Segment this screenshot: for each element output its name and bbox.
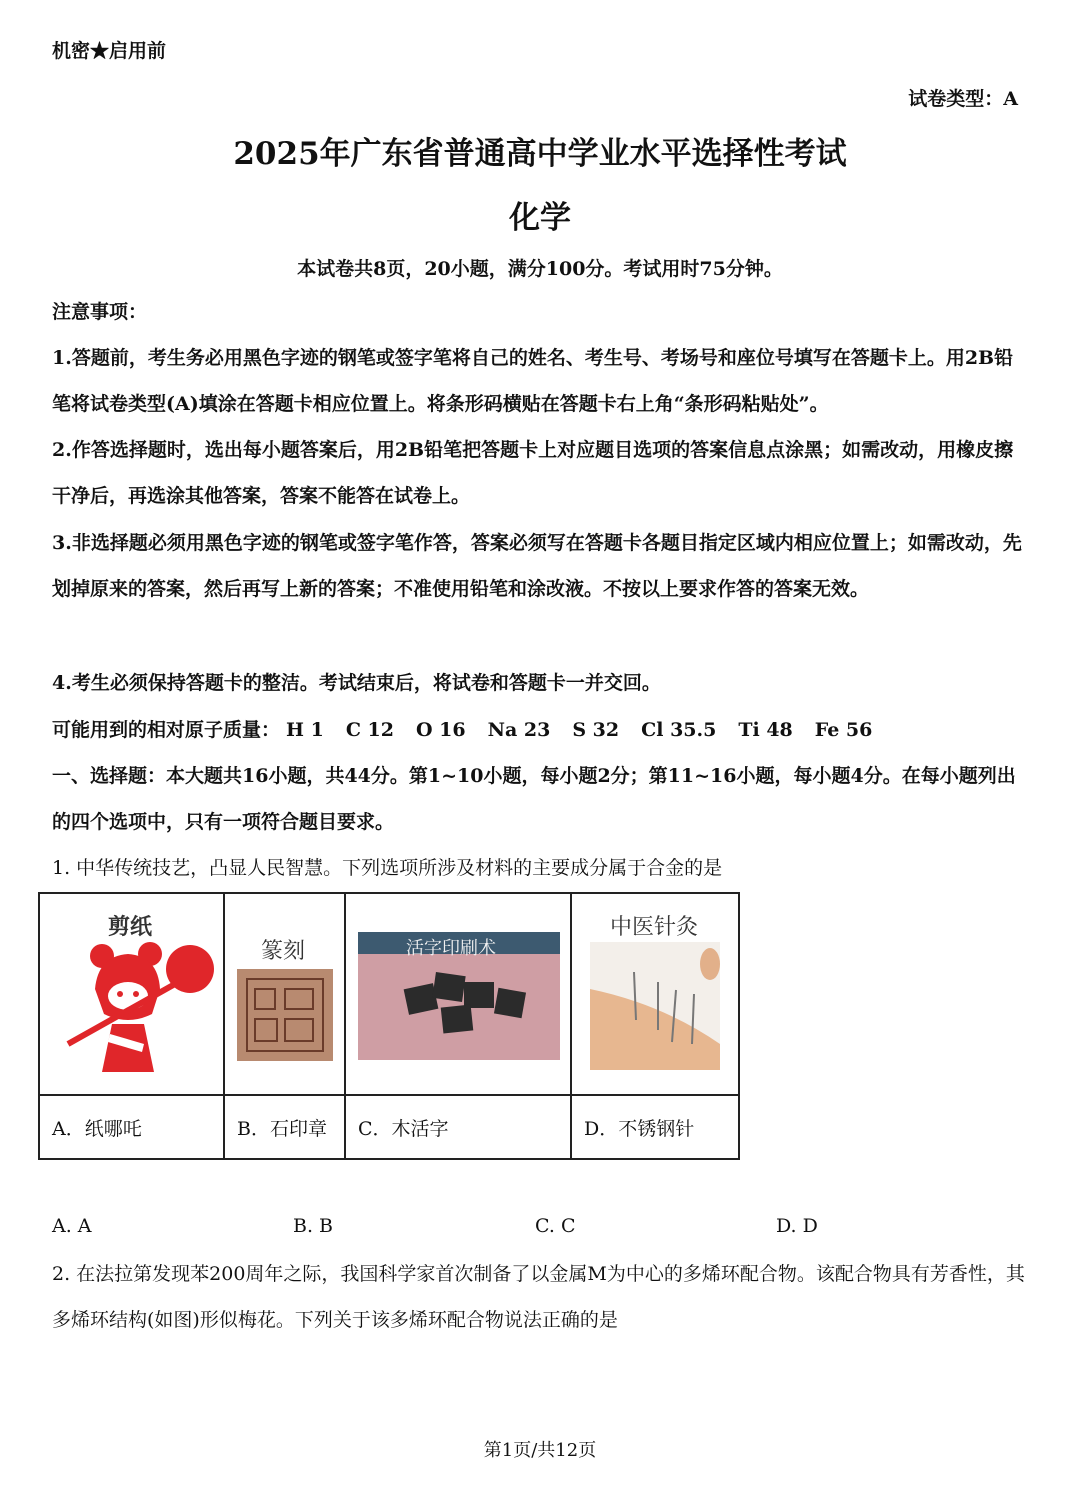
image-caption: 剪纸 (108, 914, 153, 940)
paper-type: 试卷类型：A (908, 88, 1018, 110)
option-a-label: A．纸哪吒 (39, 1095, 224, 1159)
mass-cl: Cl 35.5 (641, 719, 717, 741)
note-2: 2.作答选择题时，选出每小题答案后，用2B铅笔把答题卡上对应题目选项的答案信息点涂黑；如需改动，用橡皮擦干净后，再选涂其他答案，答案不能答在试卷上。 (52, 439, 1014, 507)
choice-d: D. D (776, 1215, 818, 1237)
movable-type-image (346, 894, 570, 1094)
confidential-label: 机密★启用前 (52, 40, 167, 62)
mass-na: Na 23 (487, 719, 551, 741)
exam-info: 本试卷共8页，20小题，满分100分。考试用时75分钟。 (297, 258, 783, 280)
acupuncture-image (572, 894, 738, 1094)
image-caption: 篆刻 (261, 939, 306, 964)
atomic-masses (52, 707, 894, 753)
image-caption: 活字印刷术 (406, 938, 496, 959)
image-caption: 中医针灸 (610, 915, 699, 940)
note-3: 3.非选择题必须用黑色字迹的钢笔或签字笔作答，答案必须写在答题卡各题目指定区域内相应位置上；如需改动，先划掉原来的答案，然后再写上新的答案；不准使用铅笔和涂改液。不按以上要求作答的答案无效。 (52, 532, 1022, 600)
question-1-options-table (38, 892, 740, 1160)
mass-ti: Ti 48 (738, 719, 793, 741)
option-d-label: D．不锈钢针 (571, 1095, 739, 1159)
choice-b: B. B (293, 1215, 334, 1237)
stone-seal-image (225, 894, 344, 1094)
mass-fe: Fe 56 (814, 719, 873, 741)
subject-title: 化学 (509, 200, 571, 236)
note-1: 1.答题前，考生务必用黑色字迹的钢笔或签字笔将自己的姓名、考生号、考场号和座位号填写在答题卡上。用2B铅笔将试卷类型(A)填涂在答题卡相应位置上。将条形码横贴在答题卡右上角“条形码粘贴处”。 (52, 347, 1014, 415)
paper-cut-image (40, 894, 223, 1094)
mass-o: O 16 (416, 719, 466, 741)
exam-title: 2025年广东省普通高中学业水平选择性考试 (233, 136, 847, 172)
option-c-label: C．木活字 (345, 1095, 571, 1159)
option-b-label: B．石印章 (224, 1095, 345, 1159)
atomic-masses-label: 可能用到的相对原子质量： (52, 719, 281, 741)
question-1-stem: 1. 中华传统技艺，凸显人民智慧。下列选项所涉及材料的主要成分属于合金的是 (52, 857, 723, 879)
question-2-stem: 2. 在法拉第发现苯200周年之际，我国科学家首次制备了以金属M为中心的多烯环配合物。该配合物具有芳香性，其多烯环结构(如图)形似梅花。下列关于该多烯环配合物说法正确的是 (52, 1263, 1025, 1331)
section-1-intro: 一、选择题：本大题共16小题，共44分。第1~10小题，每小题2分；第11~16小题，每小题4分。在每小题列出的四个选项中，只有一项符合题目要求。 (52, 765, 1016, 833)
mass-c: C 12 (345, 719, 394, 741)
page-number: 第1页/共12页 (483, 1440, 597, 1461)
choice-a: A. A (52, 1215, 92, 1237)
choice-c: C. C (535, 1215, 576, 1237)
mass-h: H 1 (286, 719, 324, 741)
note-4: 4.考生必须保持答题卡的整洁。考试结束后，将试卷和答题卡一并交回。 (52, 672, 661, 694)
notes-heading: 注意事项： (52, 301, 148, 323)
mass-s: S 32 (572, 719, 620, 741)
